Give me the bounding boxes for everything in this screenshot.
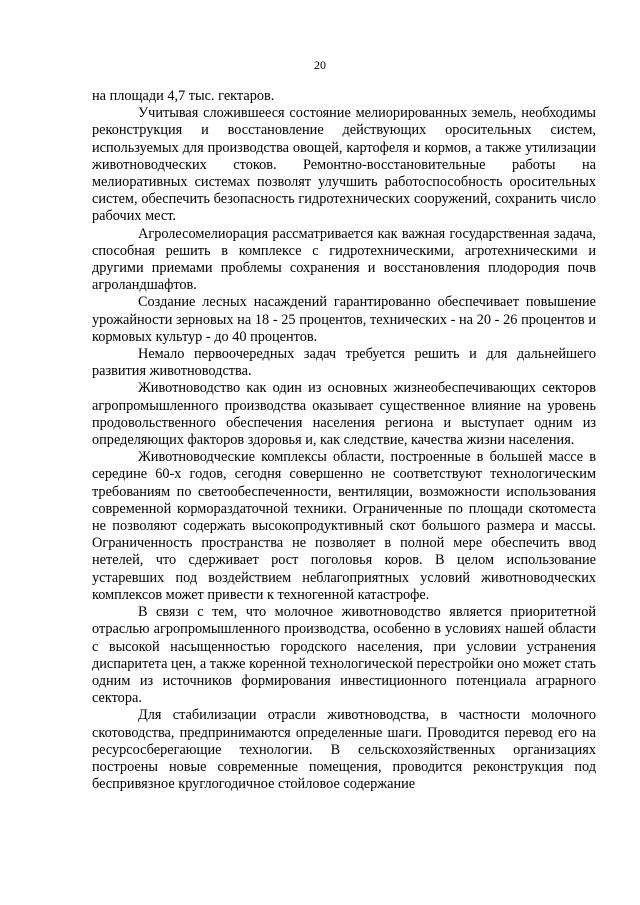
paragraph-stabilization: Для стабилизации отрасли животноводства, в частности молочного скотоводства, предпринимаются определенные шаги. Проводится перевод его на ресурсосберегающие технологии. В сельскохозяйственных организациях построены новые современные помещения, проводится реконструкция под беспривязное круглогодичное стойловое содержание [92,707,596,793]
paragraph-forest-plantings: Создание лесных насаждений гарантированно обеспечивает повышение урожайности зерновых на 18 - 25 процентов, технических - на 20 - 26 процентов и кормовых культур - до 40 процентов. [92,294,596,345]
paragraph-livestock-tasks: Немало первоочередных задач требуется решить и для дальнейшего развития животноводства. [92,346,596,380]
paragraph-dairy-priority: В связи с тем, что молочное животноводство является приоритетной отраслью агропромышленного производства, особенно в условиях нашей области с высокой насыщенностью городского населения, при условии устранения диспаритета цен, а также коренной технологической перестройки оно может стать одним из источников формирования инвестиционного потенциала аграрного сектора. [92,604,596,707]
paragraph-livestock-role: Животноводство как один из основных жизнеобеспечивающих секторов агропромышленного производства оказывает существенное влияние на уровень продовольственного обеспечения населения региона и выступает одним из определяющих факторов здоровья и, как следствие, качества жизни населения. [92,380,596,449]
document-body [92,88,596,793]
paragraph-livestock-complexes: Животноводческие комплексы области, построенные в большей массе в середине 60-х годов, сегодня совершенно не соответствуют технологическим требованиям по светообеспеченности, вентиляции, возможности использования современной кормораздаточной техники. Ограниченные по площади скотоместа не позволяют содержать высокопродуктивный скот большого размера и массы. Ограниченность пространства не позволяет в полной мере обеспечить ввод нетелей, что сдерживает рост поголовья коров. В целом использование устаревших под воздействием неблагоприятных условий животноводческих комплексов может привести к техногенной катастрофе. [92,449,596,603]
page-number: 20 [314,58,326,72]
paragraph-continuation: на площади 4,7 тыс. гектаров. [92,88,275,104]
paragraph-irrigation-reconstruction: Учитывая сложившееся состояние мелиорированных земель, необходимы реконструкция и восстановление действующих оросительных систем, используемых для производства овощей, картофеля и кормов, а также утилизации животноводческих стоков. Ремонтно-восстановительные работы на мелиоративных системах позволят улучшить работоспособность оросительных систем, обеспечить безопасность гидротехнических сооружений, сохранить число рабочих мест. [92,105,596,225]
paragraph-agroforestry: Агролесомелиорация рассматривается как важная государственная задача, способная решить в комплексе с гидротехническими, агротехническими и другими приемами проблемы сохранения и восстановления плодородия почв агроландшафтов. [92,225,596,294]
